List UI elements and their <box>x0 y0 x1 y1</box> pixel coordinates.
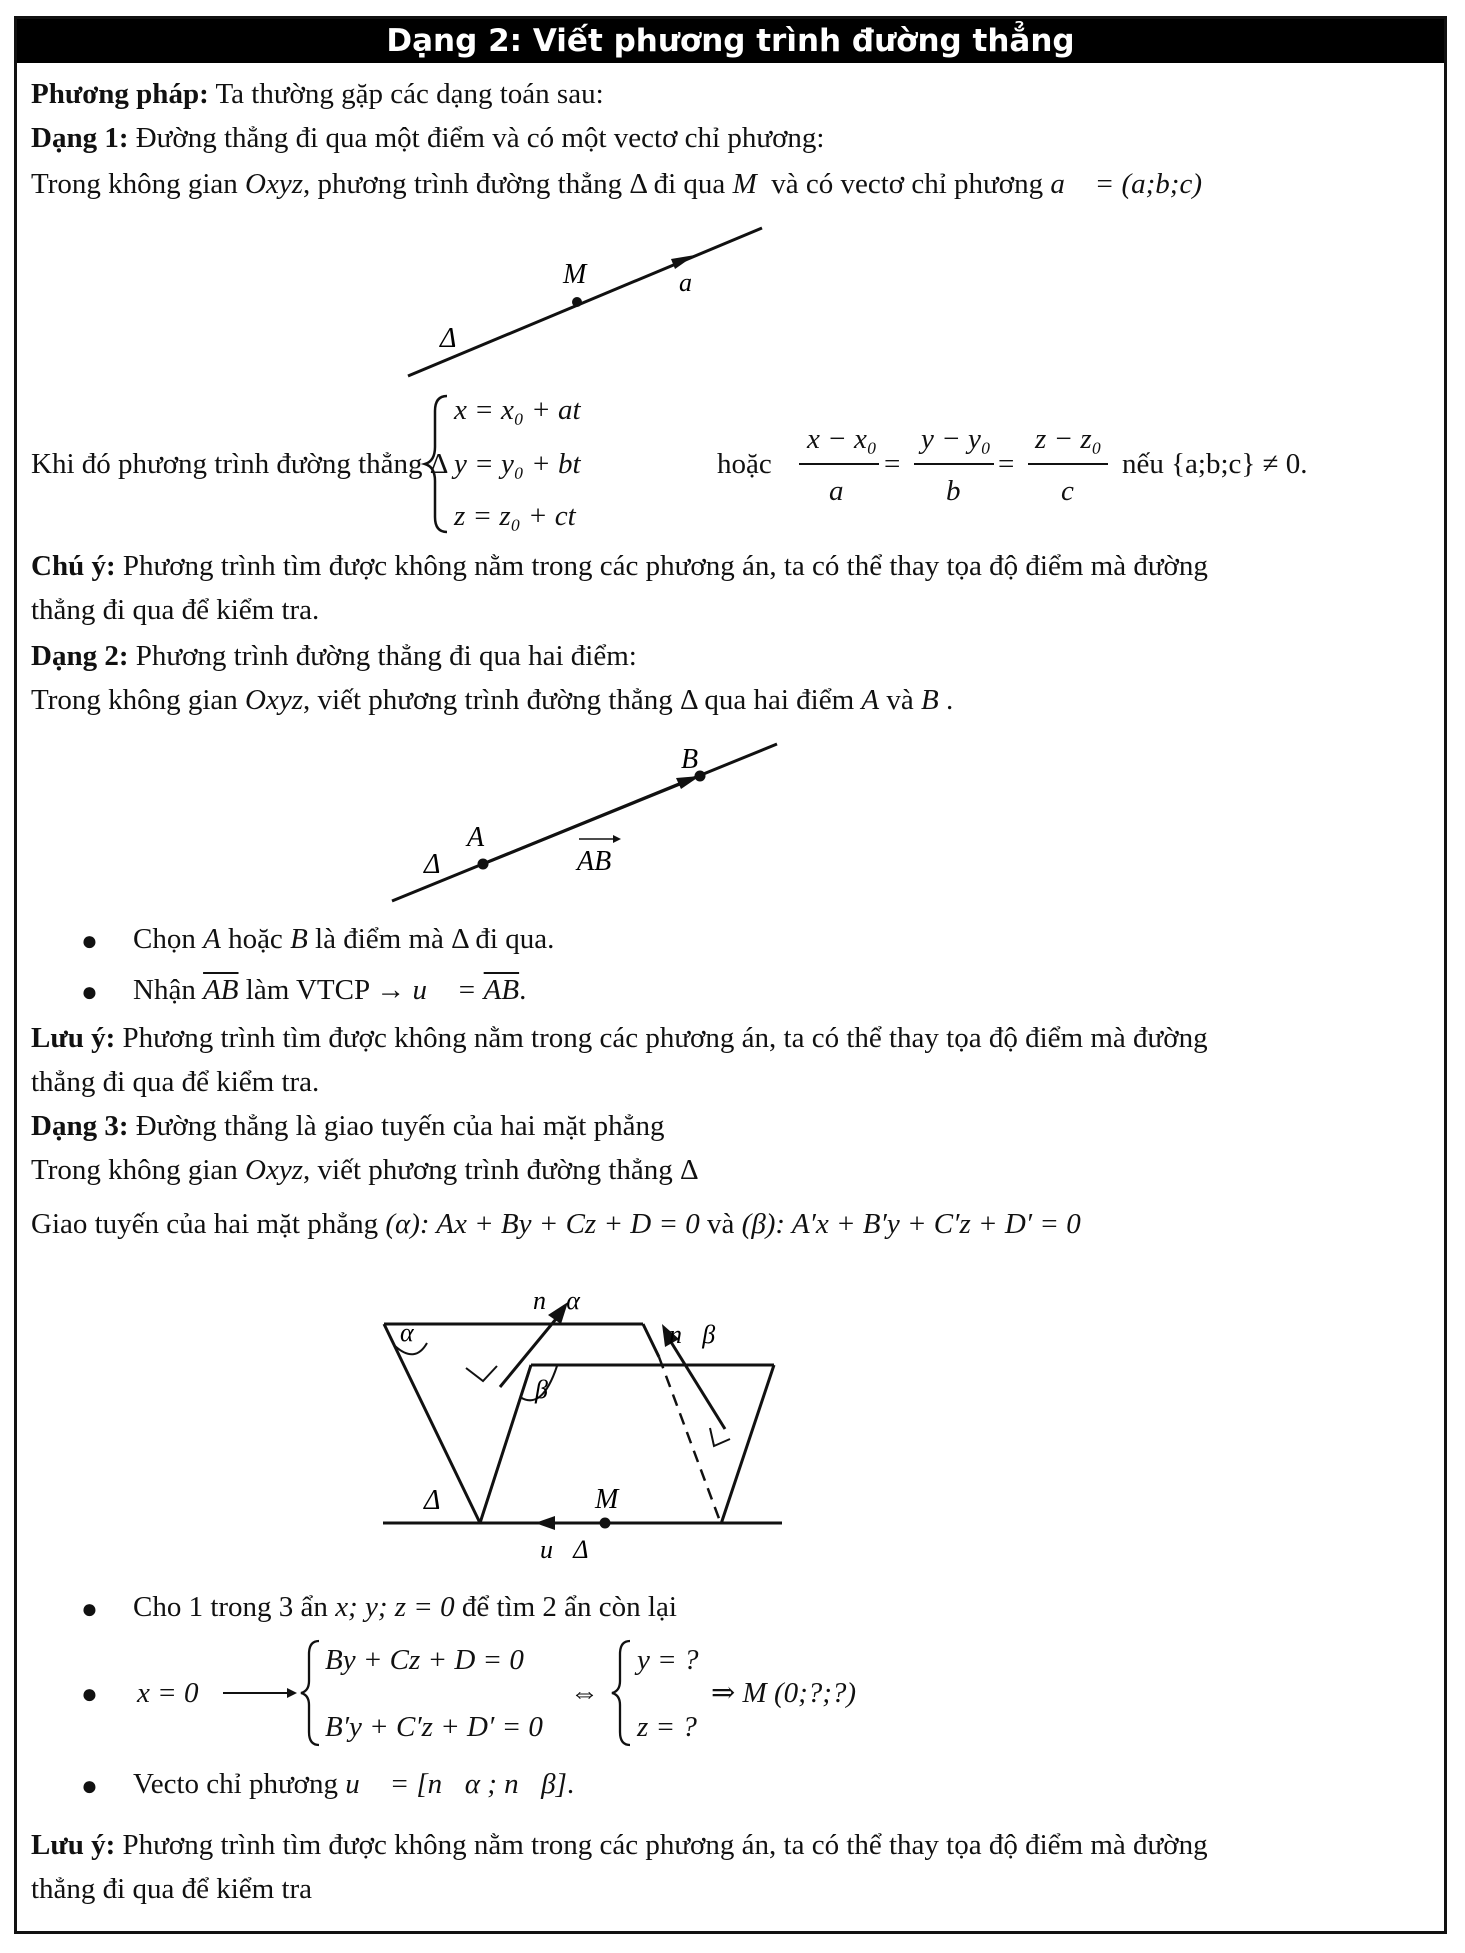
intro-text: , viết phương trình đường thẳng Δ <box>303 1154 699 1186</box>
direction-vector: a⃗ = (a;b;c) <box>1050 168 1202 200</box>
fig-A-label: A <box>467 822 485 853</box>
long-arrow-tip <box>287 1688 297 1698</box>
sys-row-3: z = z₀ + ct <box>454 500 576 532</box>
method-label: Phương pháp: <box>31 78 209 110</box>
space-name: Oxyz <box>245 684 304 716</box>
bullet-dot: ● <box>81 1594 98 1625</box>
fig-delta-label: Δ <box>424 849 441 880</box>
fig-delta-label: Δ <box>440 323 457 354</box>
bullet-dot: ● <box>81 1771 98 1802</box>
intro-text: Trong không gian <box>31 1154 238 1186</box>
vector-AB-text: $\overline{AB}$ <box>483 974 520 1006</box>
bullet-text: Vecto chỉ phương <box>133 1768 339 1800</box>
fig-a-label: a⃗ <box>679 268 713 297</box>
frac2-num: y − y₀ <box>921 423 991 455</box>
fig-na-label: n⃗α <box>533 1286 580 1315</box>
intro-text: , phương trình đường thẳng Δ đi qua <box>303 168 726 200</box>
vector-AB-text: $\overline{AB}$ <box>203 974 239 1006</box>
bullet-text: hoặc <box>228 923 283 955</box>
note2-line2: thẳng đi qua để kiểm tra. <box>31 1066 320 1098</box>
fig-nb-label: n⃗β <box>669 1320 716 1349</box>
sys1-row-2: B′y + C′z + D′ = 0 <box>325 1711 543 1743</box>
dang1-text: Đường thẳng đi qua một điểm và có một vectơ chỉ phương: <box>135 122 825 154</box>
plane-beta-eq: (β): A′x + B′y + C′z + D′ = 0 <box>741 1208 1081 1240</box>
result-M: ⇒ M (0;?;?) <box>711 1677 857 1709</box>
method-text: Ta thường gặp các dạng toán sau: <box>215 78 604 110</box>
intro-text: Trong không gian <box>31 168 238 200</box>
period: . <box>519 974 527 1006</box>
bullet-text: để tìm 2 ẩn còn lại <box>461 1591 677 1623</box>
note3-text: Phương trình tìm được không nằm trong các phương án, ta có thể thay tọa độ điểm mà đường <box>122 1829 1208 1861</box>
note1-text: Phương trình tìm được không nằm trong các phương án, ta có thể thay tọa độ điểm mà đường <box>122 550 1208 582</box>
frac2-den: b <box>946 475 961 507</box>
sys-row-2: y = y₀ + bt <box>454 448 581 480</box>
note2-text: Phương trình tìm được không nằm trong các phương án, ta có thể thay tọa độ điểm mà đường <box>122 1022 1208 1054</box>
plane-alpha-eq: (α): Ax + By + Cz + D = 0 <box>385 1208 700 1240</box>
sys2-row-1: y = ? <box>637 1644 699 1676</box>
frac3-num: z − z₀ <box>1035 423 1102 455</box>
frac3-den: c <box>1061 475 1074 507</box>
condition: nếu {a;b;c} ≠ 0. <box>1122 448 1308 480</box>
intro-text: Trong không gian <box>31 684 238 716</box>
vector-u: u⃗ = <box>412 974 477 1006</box>
brace-shape <box>301 1641 319 1745</box>
period: . <box>566 1768 575 1800</box>
bullet-text: là điểm mà Δ đi qua. <box>315 923 555 955</box>
note2-label: Lưu ý: <box>31 1022 116 1054</box>
note1-line2: thẳng đi qua để kiểm tra. <box>31 594 320 626</box>
frac1-num: x − x₀ <box>807 423 877 455</box>
fig-AB-label: AB <box>577 846 612 877</box>
variables: x; y; z = 0 <box>335 1591 455 1623</box>
point-B: B <box>290 923 308 955</box>
frac1-den: a <box>829 475 844 507</box>
fig-u-label: u⃗Δ <box>540 1535 589 1564</box>
dang1-label: Dạng 1: <box>31 122 129 154</box>
x-zero: x = 0 <box>137 1677 199 1709</box>
page-frame <box>14 16 1447 1934</box>
point-A: A <box>861 684 880 716</box>
fig-delta-label: Δ <box>424 1485 441 1516</box>
note3-line2: thẳng đi qua để kiểm tra <box>31 1873 313 1905</box>
bullet2-marks <box>17 19 1450 1937</box>
brace-shape <box>612 1641 630 1745</box>
eq-sign: = <box>884 448 901 480</box>
cross-product: u⃗ = [n⃗α ; n⃗β] <box>345 1768 567 1800</box>
sys-row-1: x = x₀ + at <box>454 394 581 426</box>
sys2-row-2: z = ? <box>637 1711 697 1743</box>
note3-line1 <box>31 1828 1208 1862</box>
or-word: hoặc <box>717 448 772 480</box>
section-header: Dạng 2: Viết phương trình đường thẳng <box>17 19 1444 63</box>
eq-lead: Khi đó phương trình đường thẳng Δ <box>31 448 449 480</box>
fig-B-label: B <box>681 744 699 775</box>
note3-label: Lưu ý: <box>31 1829 116 1861</box>
point-A: A <box>203 923 221 955</box>
dang2-text: Phương trình đường thẳng đi qua hai điểm: <box>135 640 637 672</box>
intro-text: Giao tuyến của hai mặt phẳng <box>31 1208 379 1240</box>
fig-beta-label: β <box>535 1375 548 1404</box>
bullet-text: làm VTCP → <box>245 974 406 1006</box>
bullet-dot: ● <box>81 1679 98 1710</box>
dang2-label: Dạng 2: <box>31 640 129 672</box>
dang3-label: Dạng 3: <box>31 1110 129 1142</box>
point-B: B <box>921 684 939 716</box>
intro-text: , viết phương trình đường thẳng Δ qua hai điểm <box>303 684 855 716</box>
note1-label: Chú ý: <box>31 550 116 582</box>
and-word: và <box>886 684 914 716</box>
bullet-text: Chọn <box>133 923 196 955</box>
fig-alpha-label: α <box>400 1318 414 1347</box>
period: . <box>945 684 954 716</box>
dang3-bullet3 <box>133 1768 574 1801</box>
bullet-text: Cho 1 trong 3 ẩn <box>133 1591 328 1623</box>
iff-symbol: ⇔ <box>570 1677 599 1709</box>
fig-M-label: M <box>595 1484 619 1515</box>
bullet-dot: ● <box>81 977 98 1008</box>
sys1-row-1: By + Cz + D = 0 <box>325 1644 524 1676</box>
bullet-text: Nhận <box>133 974 196 1006</box>
point-name: M <box>732 168 757 200</box>
dang3-text: Đường thẳng là giao tuyến của hai mặt phẳng <box>135 1110 665 1142</box>
eq-sign: = <box>998 448 1015 480</box>
fig-M-label: M <box>563 259 587 290</box>
space-name: Oxyz <box>245 168 304 200</box>
space-name: Oxyz <box>245 1154 304 1186</box>
intro-text: và có vectơ chỉ phương <box>771 168 1044 200</box>
and-word: và <box>707 1208 735 1240</box>
bullet-dot: ● <box>81 926 98 957</box>
